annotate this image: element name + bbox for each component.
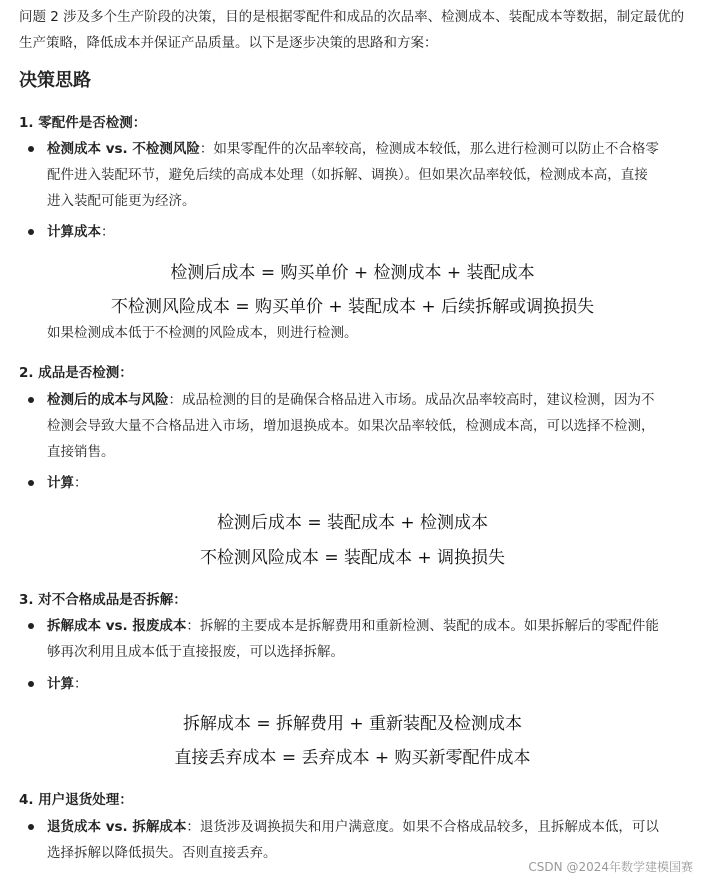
bullet-text: ：拆解的主要成本是拆解费用和重新检测、装配的成本。如果拆解后的零配件能够再次利用且成本低于直接报废，可以选择拆解。 — [47, 618, 659, 660]
formula-2-1: 检测后成本 = 装配成本 + 检测成本 — [216, 513, 489, 533]
bullet-2-2 — [47, 470, 659, 496]
bullet-text: ：如果零配件的次品率较高，检测成本较低，那么进行检测可以防止不合格零配件进入装配环节，避免后续的高成本处理（如拆解、调换）。但如果次品率较低，检测成本高，直接进入装配可能更为经济。 — [47, 141, 659, 209]
csdn-watermark: CSDN @2024年数学建模国赛 — [528, 860, 693, 874]
bullet-term: 计算 — [47, 676, 74, 692]
formula-1-1: 检测后成本 = 购买单价 + 检测成本 + 装配成本 — [170, 263, 535, 283]
formula-3-1: 拆解成本 = 拆解费用 + 重新装配及检测成本 — [182, 714, 523, 734]
bullet-2-1 — [47, 387, 659, 465]
bullet-term: 退货成本 vs. 拆解成本 — [47, 819, 187, 835]
section-1-note: 如果检测成本低于不检测的风险成本，则进行检测。 — [47, 325, 358, 341]
intro-paragraph: 问题 2 涉及多个生产阶段的决策，目的是根据零配件和成品的次品率、检测成本、装配成本等数据，制定最优的生产策略，降低成本并保证产品质量。以下是逐步决策的思路和方案： — [19, 9, 685, 51]
bullet-term: 计算成本 — [47, 224, 101, 240]
bullet-text: ： — [74, 676, 88, 692]
bullet-term: 检测后的成本与风险 — [47, 392, 169, 408]
bullet-text: ：成品检测的目的是确保合格品进入市场。成品次品率较高时，建议检测，因为不检测会导致大量不合格品进入市场，增加退换成本。如果次品率较低，检测成本高，可以选择不检测，直接销售。 — [47, 392, 655, 460]
bullet-1-1 — [47, 136, 659, 214]
formula-2-2: 不检测风险成本 = 装配成本 + 调换损失 — [199, 548, 506, 568]
bullet-term: 拆解成本 vs. 报废成本 — [47, 618, 187, 634]
section-2-title: 2. 成品是否检测： — [19, 365, 133, 381]
bullet-3-2 — [47, 671, 659, 697]
bullet-1-2 — [47, 219, 659, 245]
bullet-text: ：退货涉及调换损失和用户满意度。如果不合格成品较多，且拆解成本低，可以选择拆解以降低损失。否则直接丢弃。 — [47, 819, 659, 861]
section-4-title: 4. 用户退货处理： — [19, 792, 133, 808]
section-heading: 决策思路 — [19, 70, 91, 91]
bullet-term: 计算 — [47, 475, 74, 491]
bullet-term: 检测成本 vs. 不检测风险 — [47, 141, 200, 157]
section-1-title: 1. 零配件是否检测： — [19, 115, 147, 131]
formula-1-2: 不检测风险成本 = 购买单价 + 装配成本 + 后续拆解或调换损失 — [110, 297, 595, 317]
section-3-title: 3. 对不合格成品是否拆解： — [19, 592, 187, 608]
bullet-text: ： — [74, 475, 88, 491]
formula-3-2: 直接丢弃成本 = 丢弃成本 + 购买新零配件成本 — [174, 748, 531, 768]
bullet-text: ： — [101, 224, 115, 240]
bullet-3-1 — [47, 613, 659, 665]
